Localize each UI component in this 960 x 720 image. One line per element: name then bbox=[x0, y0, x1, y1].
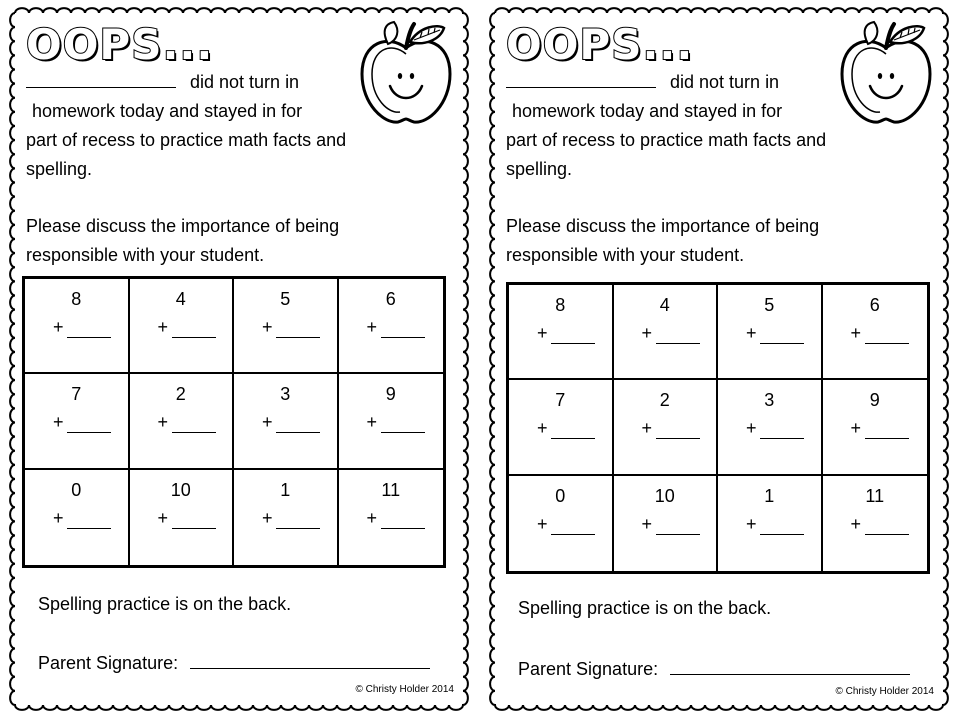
answer-blank[interactable] bbox=[172, 432, 216, 433]
problem-number: 11 bbox=[865, 485, 885, 506]
plus-sign: + bbox=[850, 513, 862, 534]
answer-blank[interactable] bbox=[381, 337, 425, 338]
answer-blank[interactable] bbox=[865, 438, 909, 439]
math-problem-cell bbox=[25, 279, 130, 374]
math-problem-cell bbox=[614, 285, 719, 380]
line6-text: responsible with your student. bbox=[506, 245, 745, 265]
problem-number: 6 bbox=[869, 295, 880, 315]
line3-text: part of recess to practice math facts and bbox=[506, 130, 827, 150]
problem-number: 9 bbox=[385, 384, 396, 405]
line5-text: Please discuss the importance of being bbox=[506, 216, 820, 236]
student-name-line bbox=[506, 68, 866, 97]
spelling-note: Spelling practice is on the back. bbox=[518, 598, 772, 618]
math-problem-cell bbox=[718, 285, 823, 380]
plus-sign: + bbox=[262, 507, 273, 528]
math-problem-cell bbox=[614, 476, 719, 571]
plus-sign: + bbox=[157, 412, 169, 433]
problem-number: 2 bbox=[659, 390, 670, 411]
math-problem-cell bbox=[234, 374, 339, 469]
math-problem-cell bbox=[823, 476, 928, 571]
answer-blank[interactable] bbox=[67, 337, 111, 338]
note-card-left bbox=[8, 6, 470, 712]
oops-title: OOPS... bbox=[506, 20, 694, 69]
answer-blank[interactable] bbox=[865, 343, 909, 344]
problem-number: 11 bbox=[381, 479, 401, 500]
math-facts-grid bbox=[506, 282, 930, 574]
answer-blank[interactable] bbox=[656, 534, 700, 535]
parent-signature-label: Parent Signature: bbox=[38, 653, 179, 673]
math-problem-cell bbox=[509, 285, 614, 380]
problem-number: 3 bbox=[764, 390, 775, 411]
parent-signature-blank[interactable] bbox=[670, 658, 910, 675]
parent-signature-blank[interactable] bbox=[190, 652, 430, 669]
plus-sign: + bbox=[157, 317, 169, 337]
plus-sign: + bbox=[641, 418, 653, 439]
problem-number: 0 bbox=[71, 479, 82, 500]
problem-number: 5 bbox=[764, 295, 775, 315]
parent-signature-row bbox=[518, 658, 910, 680]
math-problem-cell bbox=[509, 380, 614, 475]
math-problem-cell bbox=[823, 285, 928, 380]
plus-sign: + bbox=[262, 412, 273, 433]
problem-number: 7 bbox=[71, 384, 82, 405]
problem-number: 1 bbox=[280, 479, 291, 500]
math-problem-cell bbox=[25, 470, 130, 565]
plus-sign: + bbox=[850, 323, 862, 343]
line3-text: part of recess to practice math facts and bbox=[26, 130, 347, 150]
plus-sign: + bbox=[366, 317, 378, 337]
math-problem-cell bbox=[339, 374, 444, 469]
problem-number: 6 bbox=[385, 289, 396, 309]
answer-blank[interactable] bbox=[760, 534, 804, 535]
math-problem-cell bbox=[130, 374, 235, 469]
plus-sign: + bbox=[746, 418, 757, 439]
answer-blank[interactable] bbox=[67, 432, 111, 433]
plus-sign: + bbox=[366, 507, 378, 528]
answer-blank[interactable] bbox=[276, 337, 320, 338]
problem-number: 10 bbox=[654, 485, 675, 506]
math-problem-cell bbox=[509, 476, 614, 571]
problem-number: 5 bbox=[280, 289, 291, 309]
math-problem-cell bbox=[130, 279, 235, 374]
plus-sign: + bbox=[366, 412, 378, 433]
answer-blank[interactable] bbox=[656, 343, 700, 344]
math-problem-cell bbox=[614, 380, 719, 475]
answer-blank[interactable] bbox=[381, 528, 425, 529]
copyright: © Christy Holder 2014 bbox=[835, 686, 934, 697]
problem-number: 4 bbox=[175, 289, 186, 309]
line2-text: homework today and stayed in for bbox=[32, 101, 303, 121]
line1-text: did not turn in bbox=[190, 72, 300, 92]
student-name-blank[interactable] bbox=[26, 71, 176, 88]
math-problem-cell bbox=[718, 476, 823, 571]
plus-sign: + bbox=[537, 418, 548, 439]
plus-sign: + bbox=[641, 323, 653, 343]
plus-sign: + bbox=[157, 507, 169, 528]
plus-sign: + bbox=[746, 323, 757, 343]
answer-blank[interactable] bbox=[67, 528, 111, 529]
copyright: © Christy Holder 2014 bbox=[355, 684, 454, 695]
parent-signature-label: Parent Signature: bbox=[518, 659, 659, 679]
math-problem-cell bbox=[130, 470, 235, 565]
parent-signature-row bbox=[38, 652, 430, 674]
math-problem-cell bbox=[339, 470, 444, 565]
problem-number: 3 bbox=[280, 384, 291, 405]
math-problem-cell bbox=[25, 374, 130, 469]
problem-number: 8 bbox=[71, 289, 82, 309]
plus-sign: + bbox=[262, 317, 273, 337]
math-problem-cell bbox=[339, 279, 444, 374]
answer-blank[interactable] bbox=[276, 432, 320, 433]
plus-sign: + bbox=[53, 412, 64, 433]
answer-blank[interactable] bbox=[276, 528, 320, 529]
answer-blank[interactable] bbox=[760, 343, 804, 344]
line5-text: Please discuss the importance of being bbox=[26, 216, 340, 236]
answer-blank[interactable] bbox=[551, 438, 595, 439]
note-card-right bbox=[488, 6, 950, 712]
line4-text: spelling. bbox=[506, 159, 573, 179]
oops-title: OOPS... bbox=[26, 20, 214, 69]
answer-blank[interactable] bbox=[172, 337, 216, 338]
plus-sign: + bbox=[641, 513, 653, 534]
plus-sign: + bbox=[537, 513, 548, 534]
math-problem-cell bbox=[234, 279, 339, 374]
math-problem-cell bbox=[234, 470, 339, 565]
line6-text: responsible with your student. bbox=[26, 245, 265, 265]
plus-sign: + bbox=[53, 507, 64, 528]
problem-number: 7 bbox=[555, 390, 566, 411]
spelling-note: Spelling practice is on the back. bbox=[38, 594, 292, 614]
problem-number: 10 bbox=[170, 479, 191, 500]
problem-number: 2 bbox=[175, 384, 186, 405]
answer-blank[interactable] bbox=[172, 528, 216, 529]
answer-blank[interactable] bbox=[381, 432, 425, 433]
answer-blank[interactable] bbox=[760, 438, 804, 439]
plus-sign: + bbox=[850, 418, 862, 439]
student-name-blank[interactable] bbox=[506, 71, 656, 88]
answer-blank[interactable] bbox=[656, 438, 700, 439]
problem-number: 8 bbox=[555, 295, 566, 315]
math-problem-cell bbox=[718, 380, 823, 475]
problem-number: 4 bbox=[659, 295, 670, 315]
problem-number: 0 bbox=[555, 485, 566, 506]
answer-blank[interactable] bbox=[865, 534, 909, 535]
problem-number: 9 bbox=[869, 390, 880, 411]
math-problem-cell bbox=[823, 380, 928, 475]
answer-blank[interactable] bbox=[551, 343, 595, 344]
line2-text: homework today and stayed in for bbox=[512, 101, 783, 121]
student-name-line bbox=[26, 68, 386, 97]
plus-sign: + bbox=[53, 317, 64, 337]
line4-text: spelling. bbox=[26, 159, 93, 179]
problem-number: 1 bbox=[764, 485, 775, 506]
answer-blank[interactable] bbox=[551, 534, 595, 535]
plus-sign: + bbox=[537, 323, 548, 343]
line1-text: did not turn in bbox=[670, 72, 780, 92]
math-facts-grid bbox=[22, 276, 446, 568]
plus-sign: + bbox=[746, 513, 757, 534]
